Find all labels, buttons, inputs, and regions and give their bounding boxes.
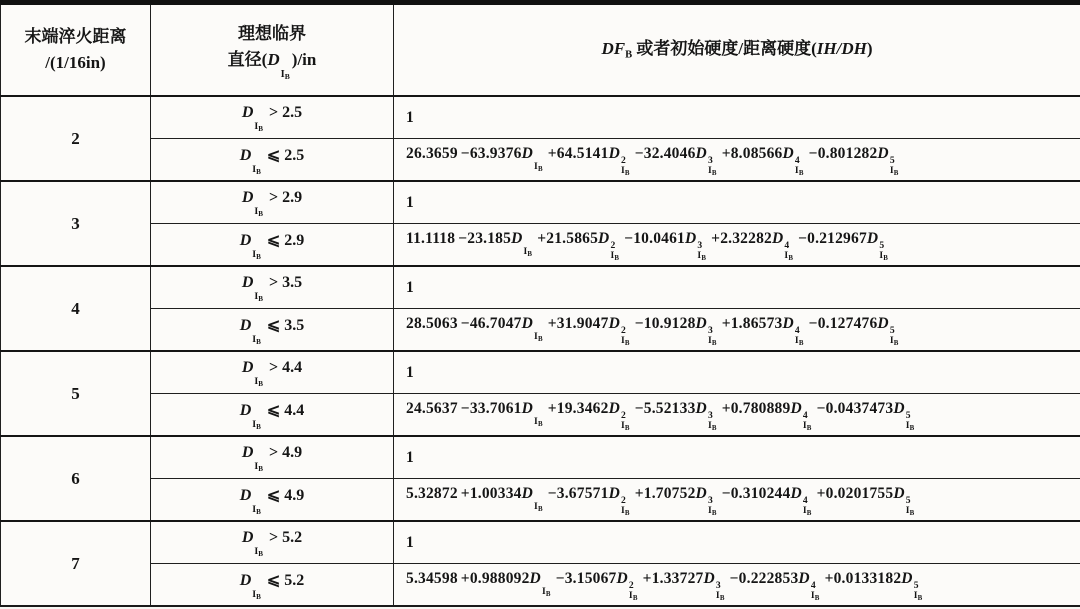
polynomial-term: +8.08566D 4 IB <box>721 144 804 177</box>
d-ib-variable: D 4 IB <box>798 569 820 602</box>
polynomial-term: −0.212967D 5 IB <box>798 229 889 262</box>
d-ib-variable: D IB <box>239 147 261 176</box>
d-ib-variable: D 4 IB <box>790 484 812 517</box>
polynomial-term: 28.5063 <box>406 314 458 332</box>
threshold-value: 4.9 <box>284 487 305 505</box>
threshold-value: 4.4 <box>282 359 303 377</box>
table-row <box>1 436 1080 479</box>
d-ib-variable: D 4 IB <box>771 229 794 262</box>
d-ib-variable: D 2 IB <box>608 399 630 432</box>
d-ib-variable: D 5 IB <box>893 399 915 432</box>
table-row <box>1 394 1080 437</box>
polynomial-term: −0.222853D 4 IB <box>729 569 820 602</box>
distance-cell: 4 <box>1 266 151 351</box>
d-ib-variable: D 5 IB <box>877 144 899 177</box>
d-ib-variable: D IB <box>529 569 551 598</box>
condition-gt-cell <box>151 181 394 224</box>
comparison-operator: ⩽ <box>266 572 281 590</box>
polynomial-term: −0.801282D 5 IB <box>808 144 899 177</box>
condition-gt-cell <box>151 436 394 479</box>
polynomial-term: +31.9047D 2 IB <box>547 314 630 347</box>
polynomial-term: +0.0201755D 5 IB <box>816 484 915 517</box>
polynomial-term: 26.3659 <box>406 144 458 162</box>
condition-le-cell <box>151 309 394 352</box>
threshold-value: 2.9 <box>282 189 303 207</box>
d-ib-variable: D IB <box>241 444 264 473</box>
result-formula-cell <box>394 564 1080 607</box>
comparison-operator: ⩽ <box>266 317 281 335</box>
d-ib-variable: D 2 IB <box>608 484 630 517</box>
threshold-value: 2.5 <box>284 147 305 165</box>
d-ib-variable: D IB <box>241 359 264 388</box>
threshold-value: 2.5 <box>282 104 303 122</box>
d-ib-variable: D 3 IB <box>685 229 707 262</box>
header-row <box>1 3 1080 97</box>
d-ib-variable: D 5 IB <box>901 569 923 602</box>
polynomial-term: +64.5141D 2 IB <box>547 144 630 177</box>
polynomial-term: +0.988092D IB <box>460 569 551 598</box>
d-ib-variable: D 4 IB <box>782 144 804 177</box>
table-row <box>1 521 1080 564</box>
result-constant-cell: 1 <box>394 266 1080 309</box>
table-body <box>1 96 1080 606</box>
threshold-value: 5.2 <box>284 572 305 590</box>
polynomial-term: +1.33727D 3 IB <box>642 569 725 602</box>
result-constant-cell: 1 <box>394 181 1080 224</box>
d-ib-variable: D 3 IB <box>695 144 717 177</box>
table-row <box>1 479 1080 522</box>
result-formula-cell <box>394 224 1080 267</box>
polynomial-term: −33.7061D IB <box>460 399 543 428</box>
polynomial-term: −0.127476D 5 IB <box>808 314 899 347</box>
condition-le-cell <box>151 224 394 267</box>
table-row <box>1 139 1080 182</box>
condition-le-cell <box>151 564 394 607</box>
d-ib-variable: D IB <box>239 572 261 601</box>
polynomial-term: −0.310244D 4 IB <box>721 484 812 517</box>
result-constant-cell: 1 <box>394 436 1080 479</box>
header-quench-distance-line2: /(1/16in) <box>45 53 106 72</box>
table-row <box>1 351 1080 394</box>
d-ib-variable: D IB <box>239 232 261 261</box>
comparison-operator: > <box>269 189 279 207</box>
d-ib-variable: D IB <box>521 314 543 343</box>
result-formula-cell <box>394 394 1080 437</box>
threshold-value: 2.9 <box>284 232 305 250</box>
condition-le-cell <box>151 394 394 437</box>
polynomial-term: −3.15067D 2 IB <box>555 569 638 602</box>
result-formula-cell <box>394 309 1080 352</box>
d-ib-variable: D IB <box>241 189 264 218</box>
table-row <box>1 224 1080 267</box>
polynomial-term: +21.5865D 2 IB <box>537 229 620 262</box>
comparison-operator: ⩽ <box>266 147 281 165</box>
distance-cell: 7 <box>1 521 151 606</box>
d-ib-variable: D 2 IB <box>598 229 620 262</box>
result-formula-cell <box>394 139 1080 182</box>
d-ib-variable: D IB <box>239 317 261 346</box>
d-ib-variable: D 5 IB <box>866 229 889 262</box>
d-ib-variable: D IB <box>241 104 264 133</box>
d-ib-variable: D IB <box>511 229 533 258</box>
header-ideal-critical-line2: 直径(D IB )/in <box>151 47 393 79</box>
header-ideal-critical-diameter <box>151 3 394 97</box>
distance-cell: 5 <box>1 351 151 436</box>
polynomial-term: +0.780889D 4 IB <box>721 399 812 432</box>
table-row <box>1 96 1080 139</box>
condition-gt-cell <box>151 351 394 394</box>
polynomial-term: 5.34598 <box>406 569 458 587</box>
header-ideal-critical-line1: 理想临界 <box>238 23 306 43</box>
header-quench-distance-line1: 末端淬火距离 <box>24 26 127 46</box>
d-ib-variable: D IB <box>241 274 264 303</box>
condition-le-cell <box>151 479 394 522</box>
polynomial-term: −5.52133D 3 IB <box>634 399 717 432</box>
distance-cell: 3 <box>1 181 151 266</box>
threshold-value: 3.5 <box>284 317 305 335</box>
d-ib-variable: D 2 IB <box>608 314 630 347</box>
polynomial-term: −63.9376D IB <box>460 144 543 173</box>
header-df-hardness-ratio <box>394 3 1080 97</box>
comparison-operator: > <box>269 359 279 377</box>
distance-cell: 2 <box>1 96 151 181</box>
comparison-operator: > <box>269 529 279 547</box>
result-constant-cell: 1 <box>394 521 1080 564</box>
d-ib-variable: D IB <box>239 402 261 431</box>
header-df-hardness-ratio-text: $DF_B$ 或者初始硬度/距离硬度(IH/DH) <box>601 38 873 61</box>
d-ib-variable: D 4 IB <box>790 399 812 432</box>
polynomial-term: +1.70752D 3 IB <box>634 484 717 517</box>
comparison-operator: > <box>269 274 279 292</box>
table-row <box>1 309 1080 352</box>
d-ib-variable: D IB <box>267 50 290 81</box>
d-ib-variable: D IB <box>239 487 261 516</box>
d-ib-variable: D IB <box>521 484 543 513</box>
result-constant-cell: 1 <box>394 96 1080 139</box>
header-quench-distance <box>1 3 151 97</box>
polynomial-term: 5.32872 <box>406 484 458 502</box>
polynomial-term: +2.32282D 4 IB <box>711 229 794 262</box>
polynomial-term: +1.86573D 4 IB <box>721 314 804 347</box>
table-row <box>1 266 1080 309</box>
comparison-operator: > <box>269 444 279 462</box>
result-formula-cell <box>394 479 1080 522</box>
comparison-operator: ⩽ <box>266 232 281 250</box>
d-ib-variable: D 3 IB <box>703 569 725 602</box>
threshold-value: 4.4 <box>284 402 305 420</box>
d-ib-variable: D IB <box>521 144 543 173</box>
condition-gt-cell <box>151 521 394 564</box>
polynomial-term: +19.3462D 2 IB <box>547 399 630 432</box>
d-ib-variable: D 3 IB <box>695 484 717 517</box>
d-ib-variable: D 2 IB <box>616 569 638 602</box>
d-ib-variable: D 3 IB <box>695 314 717 347</box>
d-ib-variable: D 5 IB <box>893 484 915 517</box>
condition-le-cell <box>151 139 394 182</box>
d-ib-variable: D 3 IB <box>695 399 717 432</box>
polynomial-term: −10.0461D 3 IB <box>624 229 707 262</box>
polynomial-term: −46.7047D IB <box>460 314 543 343</box>
comparison-operator: ⩽ <box>266 402 281 420</box>
condition-gt-cell <box>151 96 394 139</box>
table-row <box>1 564 1080 607</box>
polynomial-term: −23.185D IB <box>458 229 533 258</box>
comparison-operator: > <box>269 104 279 122</box>
threshold-value: 3.5 <box>282 274 303 292</box>
polynomial-term: +0.0133182D 5 IB <box>824 569 923 602</box>
d-ib-variable: D 5 IB <box>877 314 899 347</box>
polynomial-term: −3.67571D 2 IB <box>547 484 630 517</box>
distance-cell: 6 <box>1 436 151 521</box>
polynomial-term: 24.5637 <box>406 399 458 417</box>
threshold-value: 4.9 <box>282 444 303 462</box>
condition-gt-cell <box>151 266 394 309</box>
polynomial-term: 11.1118 <box>406 229 456 247</box>
polynomial-term: −0.0437473D 5 IB <box>816 399 915 432</box>
threshold-value: 5.2 <box>282 529 303 547</box>
comparison-operator: ⩽ <box>266 487 281 505</box>
d-ib-variable: D 2 IB <box>608 144 630 177</box>
result-constant-cell: 1 <box>394 351 1080 394</box>
d-ib-variable: D IB <box>241 529 264 558</box>
polynomial-term: −32.4046D 3 IB <box>634 144 717 177</box>
d-ib-variable: D IB <box>521 399 543 428</box>
polynomial-term: +1.00334D IB <box>460 484 543 513</box>
polynomial-term: −10.9128D 3 IB <box>634 314 717 347</box>
table-row <box>1 181 1080 224</box>
d-ib-variable: D 4 IB <box>782 314 804 347</box>
